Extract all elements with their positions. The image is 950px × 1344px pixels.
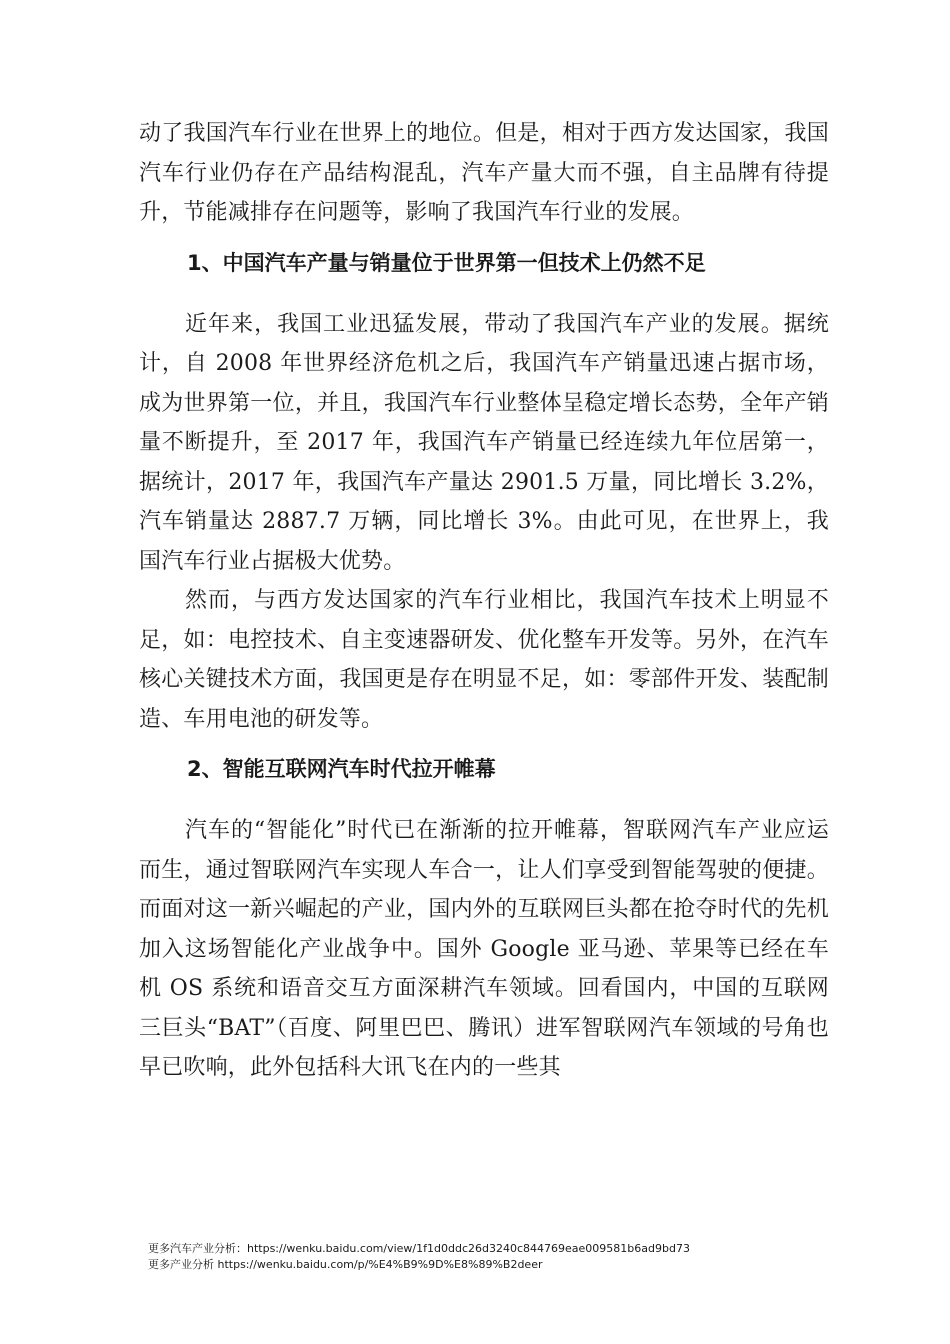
- section-2-heading: 2、智能互联网汽车时代拉开帷幕: [187, 757, 496, 781]
- intro-paragraph: 动了我国汽车行业在世界上的地位。但是，相对于西方发达国家，我国汽车行业仍存在产品结构混乱，汽车产量大而不强，自主品牌有待提升，节能减排存在问题等，影响了我国汽车行业的发展。: [139, 121, 829, 225]
- section-2-paragraph-1: 汽车的“智能化”时代已在渐渐的拉开帷幕，智联网汽车产业应运而生，通过智联网汽车实现人车合一，让人们享受到智能驾驶的便捷。而面对这一新兴崛起的产业，国内外的互联网巨头都在抢夺时代的先机加入这场智能化产业战争中。国外 Google 亚马逊、苹果等已经在车机 OS 系统和语音交互方面深耕汽车领域。回看国内，中国的互联网三巨头“BAT”（百度、阿里巴巴、腾讯）进军智联网汽车领域的号角也早已吹响，此外包括科大讯飞在内的一些其: [139, 818, 829, 1080]
- footer-link-auto-industry[interactable]: 更多汽车产业分析：https://wenku.baidu.com/view/1f1d0ddc26d3240c844769eae009581b6ad9bd73: [148, 1242, 690, 1255]
- section-1-heading: 1、中国汽车产量与销量位于世界第一但技术上仍然不足: [187, 250, 706, 275]
- footer-link-industry[interactable]: 更多产业分析 https://wenku.baidu.com/p/%E4%B9%9D%E8%89%B2deer: [148, 1258, 543, 1271]
- page-footer: [148, 1241, 690, 1273]
- document-body: [139, 114, 829, 1088]
- section-1-paragraph-1: 近年来，我国工业迅猛发展，带动了我国汽车产业的发展。据统计，自 2008 年世界经济危机之后，我国汽车产销量迅速占据市场，成为世界第一位，并且，我国汽车行业整体呈稳定增长态势，全年产销量不断提升，至 2017 年，我国汽车产销量已经连续九年位居第一，据统计，2017 年，我国汽车产量达 2901.5 万量，同比增长 3.2%，汽车销量达 2887.7 万辆，同比增长 3%。由此可见，在世界上，我国汽车行业占据极大优势。: [139, 311, 829, 574]
- section-1-paragraph-2: 然而，与西方发达国家的汽车行业相比，我国汽车技术上明显不足，如：电控技术、自主变速器研发、优化整车开发等。另外，在汽车核心关键技术方面，我国更是存在明显不足，如：零部件开发、装配制造、车用电池的研发等。: [139, 588, 829, 732]
